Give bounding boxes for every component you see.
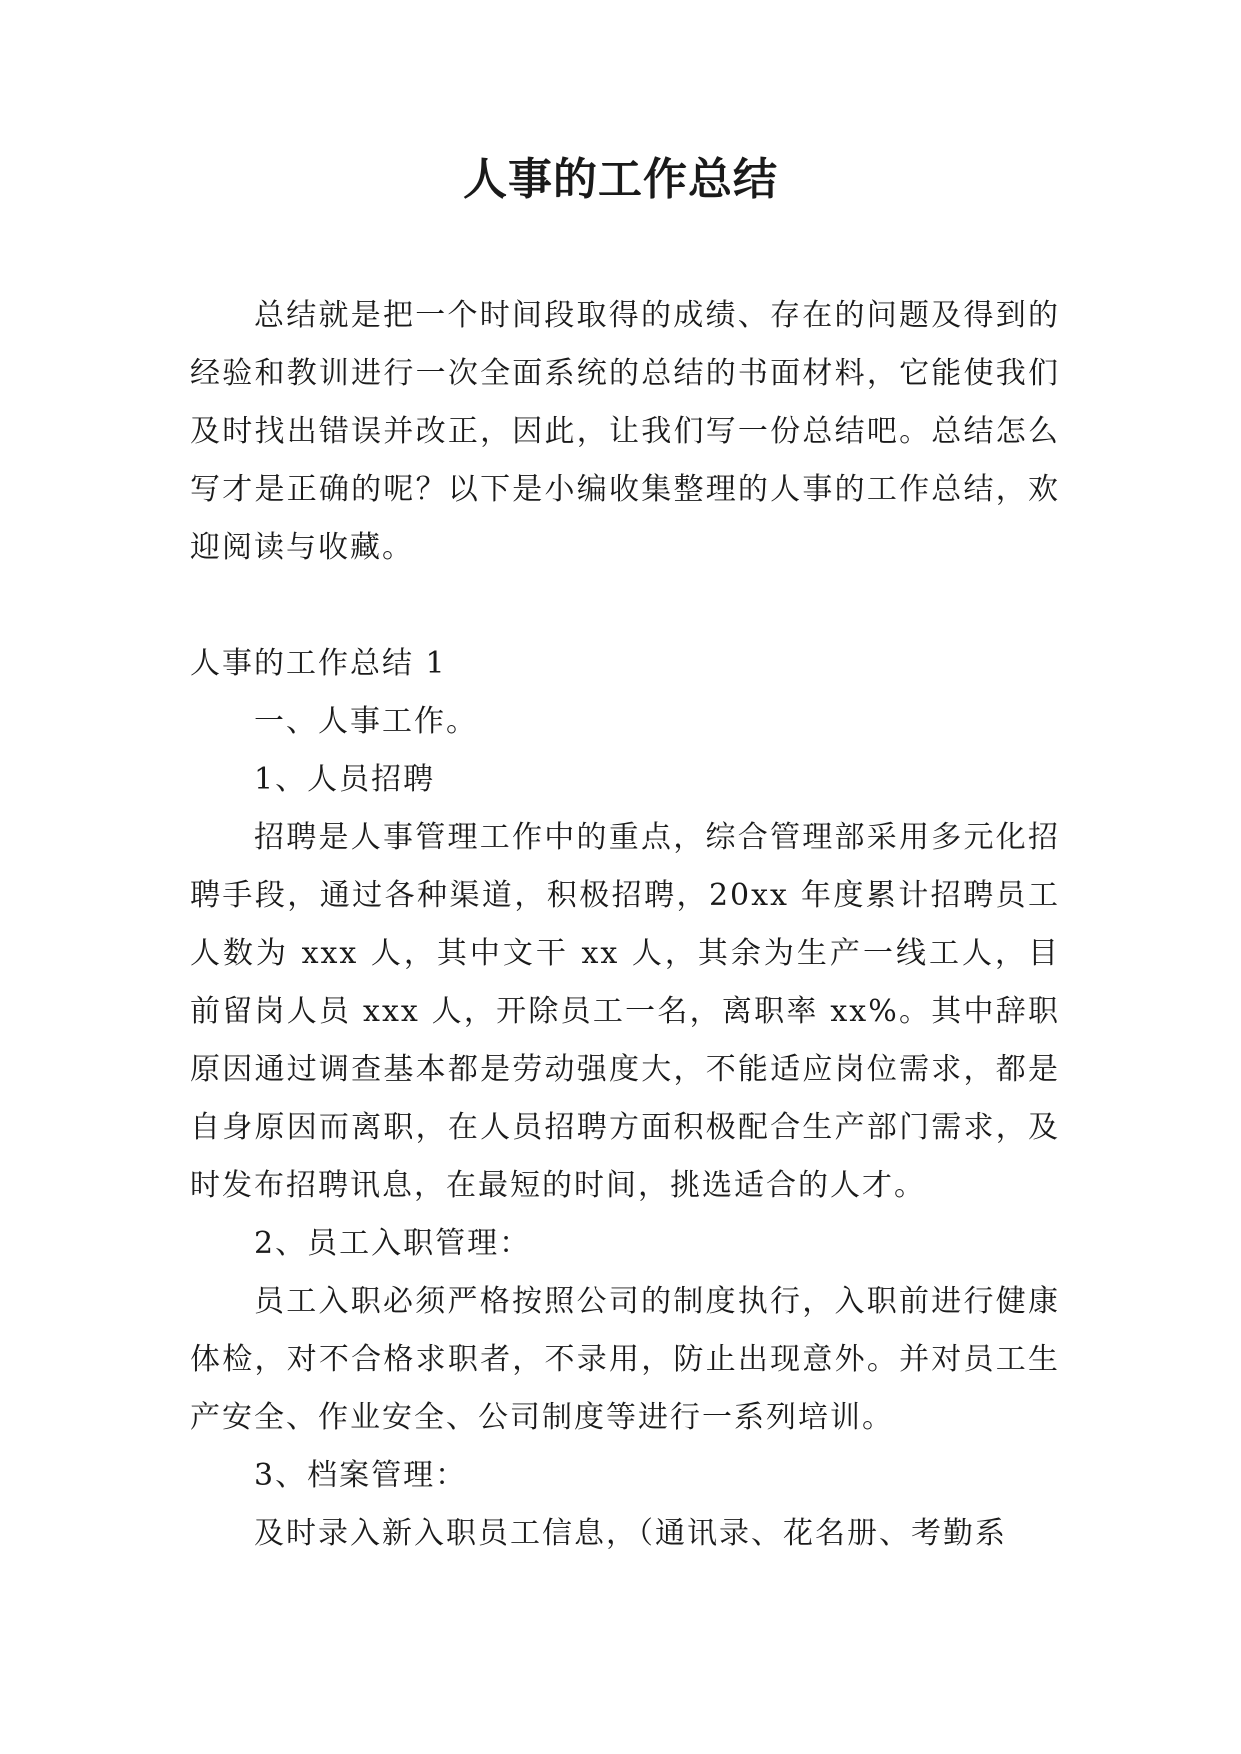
section-heading: 人事的工作总结 1 (190, 646, 447, 681)
part-one-heading: 一、人事工作。 (254, 704, 478, 739)
item-3-paragraph: 及时录入新入职员工信息，（通讯录、花名册、考勤系 (254, 1516, 1007, 1551)
item-1-paragraph: 招聘是人事管理工作中的重点，综合管理部采用多元化招聘手段，通过各种渠道，积极招聘，20xx 年度累计招聘员工人数为 xxx 人，其中文干 xx 人，其余为生产一线工人，目前留岗人员 xxx 人，开除员工一名，离职率 xx%。其中辞职原因通过调查基本都是劳动强度大，不能适应岗位需求，都是自身原因而离职，在人员招聘方面积极配合生产部门需求，及时发布招聘讯息，在最短的时间，挑选适合的人才。 (190, 820, 1060, 1203)
document-body (190, 287, 1060, 1563)
item-1-heading: 1、人员招聘 (254, 762, 436, 797)
intro-paragraph: 总结就是把一个时间段取得的成绩、存在的问题及得到的经验和教训进行一次全面系统的总结的书面材料，它能使我们及时找出错误并改正，因此，让我们写一份总结吧。总结怎么写才是正确的呢？以下是小编收集整理的人事的工作总结，欢迎阅读与收藏。 (190, 298, 1060, 565)
document-title: 人事的工作总结 (463, 154, 778, 205)
item-3-heading: 3、档案管理： (254, 1458, 468, 1493)
item-2-heading: 2、员工入职管理： (254, 1226, 532, 1261)
item-2-paragraph: 员工入职必须严格按照公司的制度执行，入职前进行健康体检，对不合格求职者，不录用，防止出现意外。并对员工生产安全、作业安全、公司制度等进行一系列培训。 (190, 1284, 1060, 1435)
